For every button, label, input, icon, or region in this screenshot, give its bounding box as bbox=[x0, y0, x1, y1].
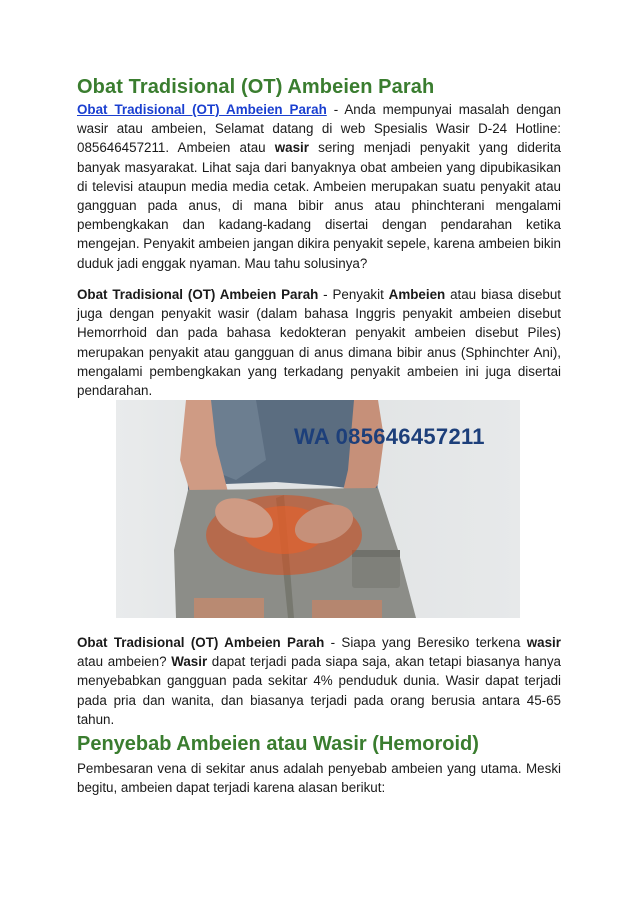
risk-text-3: dapat terjadi pada siapa saja, akan tetapi biasanya hanya menyebabkan gangguan pada sekitar 4% penduduk dunia. Wasir dapat terjadi pada pria dan wanita, dan biasanya terjadi pada orang berusia antara 45-65 tahun. bbox=[77, 654, 561, 727]
definition-lead: Obat Tradisional (OT) Ambeien Parah bbox=[77, 287, 319, 302]
keyword-ambeien: Ambeien bbox=[388, 287, 446, 302]
keyword-wasir-2: wasir bbox=[526, 635, 561, 650]
risk-text-2: atau ambeien? bbox=[77, 654, 172, 670]
page-title: Obat Tradisional (OT) Ambeien Parah bbox=[77, 76, 435, 98]
keyword-wasir: wasir bbox=[274, 140, 309, 156]
watermark-text: WA 085646457211 bbox=[294, 424, 485, 449]
keyword-wasir-3: Wasir bbox=[171, 654, 208, 670]
paragraph-intro bbox=[77, 100, 561, 273]
intro-text-2: sering menjadi penyakit yang diderita banyak masyarakat. Lihat saja dari banyaknya obat ambeien yang dipubikasikan di televisi ataupun media media cetak. Ambeien merupakan suatu penyakit atau gangguan pada anus, di mana bibir anus atau phinchterani mengalami pembengkakan dan kadang-kadang disertai dengan pendarahan ketika mengejan. Penyakit ambeien jangan dikira penyakit sepele, karena ambeien bikin duduk jadi enggak nyaman. Mau tahu solusinya? bbox=[77, 140, 561, 271]
intro-text-1: - Anda mempunyai masalah dengan wasir atau ambeien, Selamat datang di web Spesialis Wasir D-24 Hotline: 085646457211. Ambeien atau bbox=[77, 102, 562, 156]
paragraph-risk bbox=[77, 633, 561, 729]
risk-text-1: - Siapa yang Beresiko terkena bbox=[324, 635, 527, 650]
title-link[interactable]: Obat Tradisional (OT) Ambeien Parah bbox=[77, 102, 327, 117]
definition-text-2: atau biasa disebut juga dengan penyakit wasir (dalam bahasa Inggris penyakit ambeien disebut Hemorrhoid dan pada bahasa kedokteran penyakit ambeien disebut Piles) merupakan penyakit atau gangguan di anus dimana bibir anus (Sphinchter Ani), mengalami pembengkakan yang terkadang penyakit ambeien ini juga disertai pendarahan. bbox=[77, 287, 562, 399]
definition-text-1: - Penyakit bbox=[318, 287, 389, 302]
section-heading: Penyebab Ambeien atau Wasir (Hemoroid) bbox=[77, 733, 479, 755]
article-photo bbox=[116, 400, 520, 618]
risk-lead: Obat Tradisional (OT) Ambeien Parah bbox=[77, 635, 325, 650]
paragraph-definition bbox=[77, 285, 561, 400]
paragraph-causes: Pembesaran vena di sekitar anus adalah penyebab ambeien yang utama. Meski begitu, ambeien dapat terjadi karena alasan berikut: bbox=[77, 761, 561, 796]
